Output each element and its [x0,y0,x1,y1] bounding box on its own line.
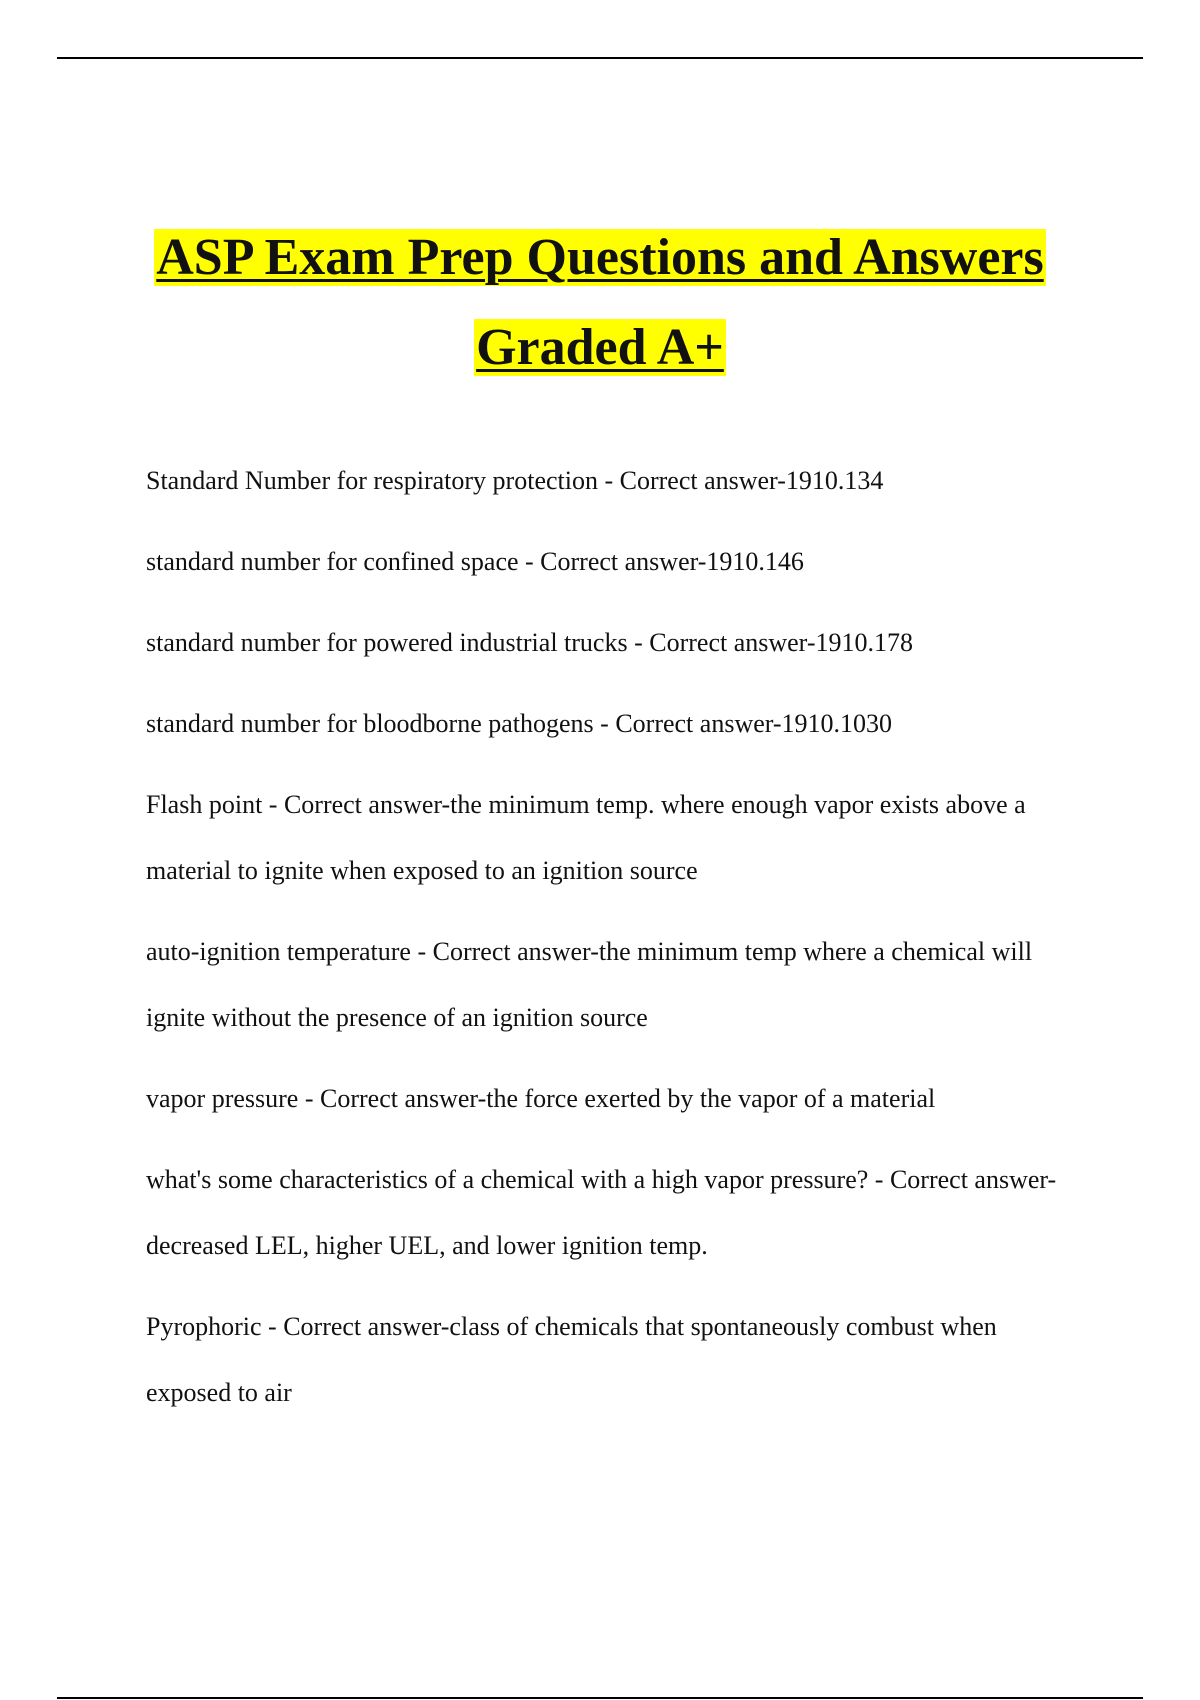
document-title [0,213,1200,393]
qa-item-respiratory-protection: Standard Number for respiratory protection - Correct answer-1910.134 [146,466,884,495]
qa-item-powered-industrial-trucks: standard number for powered industrial trucks - Correct answer-1910.178 [146,628,913,657]
qa-item-bloodborne-pathogens: standard number for bloodborne pathogens - Correct answer-1910.1030 [146,709,893,738]
title-line-1 [0,213,1200,303]
qa-list [146,448,1086,1441]
title-line-2 [0,303,1200,393]
title-line-1-text: ASP Exam Prep Questions and Answers [156,228,1044,286]
title-line-2-text: Graded A+ [476,318,724,376]
qa-item-confined-space: standard number for confined space - Correct answer-1910.146 [146,547,804,576]
qa-item-flash-point: Flash point - Correct answer-the minimum temp. where enough vapor exists above a material to ignite when exposed to an ignition source [146,790,1026,885]
qa-item-pyrophoric: Pyrophoric - Correct answer-class of chemicals that spontaneously combust when exposed to air [146,1312,997,1407]
qa-item-auto-ignition-temperature: auto-ignition temperature - Correct answer-the minimum temp where a chemical will ignite without the presence of an ignition source [146,937,1033,1032]
footer-rule [57,1697,1143,1699]
qa-item-vapor-pressure: vapor pressure - Correct answer-the force exerted by the vapor of a material [146,1084,936,1113]
qa-item-high-vapor-pressure-characteristics: what's some characteristics of a chemical with a high vapor pressure? - Correct answer-decreased LEL, higher UEL, and lower ignition temp. [146,1165,1057,1260]
header-rule [57,57,1143,59]
